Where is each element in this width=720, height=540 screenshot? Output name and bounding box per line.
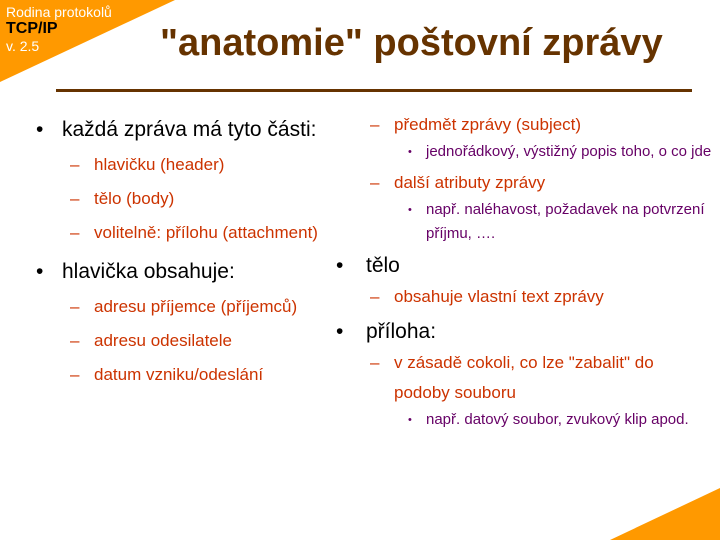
- dash-icon: –: [370, 173, 380, 192]
- bullet-parts: [28, 114, 348, 146]
- list-item-text: další atributy zprávy: [394, 173, 546, 192]
- list-item-text: předmět zprávy (subject): [394, 115, 582, 134]
- list-item-subject: [328, 110, 712, 140]
- small-bullet-icon: •: [408, 204, 412, 216]
- dash-icon: –: [70, 297, 80, 316]
- list-item-text: datum vzniku/odeslání: [94, 365, 264, 384]
- list-item: [328, 282, 712, 312]
- list-item-text: volitelně: přílohu (attachment): [94, 223, 318, 242]
- sub-item-text: např. naléhavost, požadavek na potvrzení příjmu, ….: [426, 201, 705, 242]
- bullet-parts-text: každá zpráva má tyto části:: [62, 118, 317, 141]
- right-column: [328, 110, 712, 432]
- dash-icon: –: [70, 155, 80, 174]
- dash-icon: –: [70, 331, 80, 350]
- list-item: [28, 292, 348, 322]
- list-item: [28, 218, 348, 248]
- bullet-body: [328, 250, 712, 282]
- bullet-dot-icon: •: [336, 254, 344, 277]
- dash-icon: –: [370, 115, 380, 134]
- dash-icon: –: [370, 287, 380, 306]
- list-item: [28, 150, 348, 180]
- dash-icon: –: [70, 189, 80, 208]
- list-item-text: hlavičku (header): [94, 155, 225, 174]
- bullet-attachment-text: příloha:: [366, 320, 437, 343]
- sub-item-text: např. datový soubor, zvukový klip apod.: [426, 411, 689, 428]
- brand-version: v. 2.5: [6, 38, 40, 54]
- dash-icon: –: [370, 353, 380, 372]
- sub-item: [328, 140, 712, 164]
- list-item: [328, 348, 712, 408]
- bullet-header-text: hlavička obsahuje:: [62, 260, 235, 283]
- bullet-header: [28, 256, 348, 288]
- small-bullet-icon: •: [408, 146, 412, 158]
- small-bullet-icon: •: [408, 414, 412, 426]
- list-item: [28, 184, 348, 214]
- corner-decoration-bottom-right: [610, 488, 720, 540]
- list-item: [28, 360, 348, 390]
- list-item-text: adresu odesilatele: [94, 331, 232, 350]
- list-item-text: v zásadě cokoli, co lze "zabalit" do podoby souboru: [394, 353, 654, 402]
- dash-icon: –: [70, 223, 80, 242]
- list-item: [28, 326, 348, 356]
- bullet-dot-icon: •: [36, 118, 44, 141]
- list-item-text: adresu příjemce (příjemců): [94, 297, 298, 316]
- bullet-dot-icon: •: [336, 320, 344, 343]
- slide-title: "anatomie" poštovní zprávy: [160, 22, 663, 64]
- brand-name: TCP/IP: [6, 20, 58, 37]
- sub-item: [328, 408, 712, 432]
- title-underline: [56, 89, 692, 92]
- bullet-attachment: [328, 316, 712, 348]
- sub-item: [328, 198, 712, 246]
- dash-icon: –: [70, 365, 80, 384]
- sub-item-text: jednořádkový, výstižný popis toho, o co jde: [426, 143, 712, 160]
- brand-series: Rodina protokolů: [6, 4, 112, 20]
- bullet-dot-icon: •: [36, 260, 44, 283]
- left-column: [28, 114, 348, 390]
- list-item-text: obsahuje vlastní text zprávy: [394, 287, 604, 306]
- brand-block: [6, 5, 112, 53]
- bullet-body-text: tělo: [366, 254, 400, 277]
- list-item-text: tělo (body): [94, 189, 175, 208]
- list-item-attributes: [328, 168, 712, 198]
